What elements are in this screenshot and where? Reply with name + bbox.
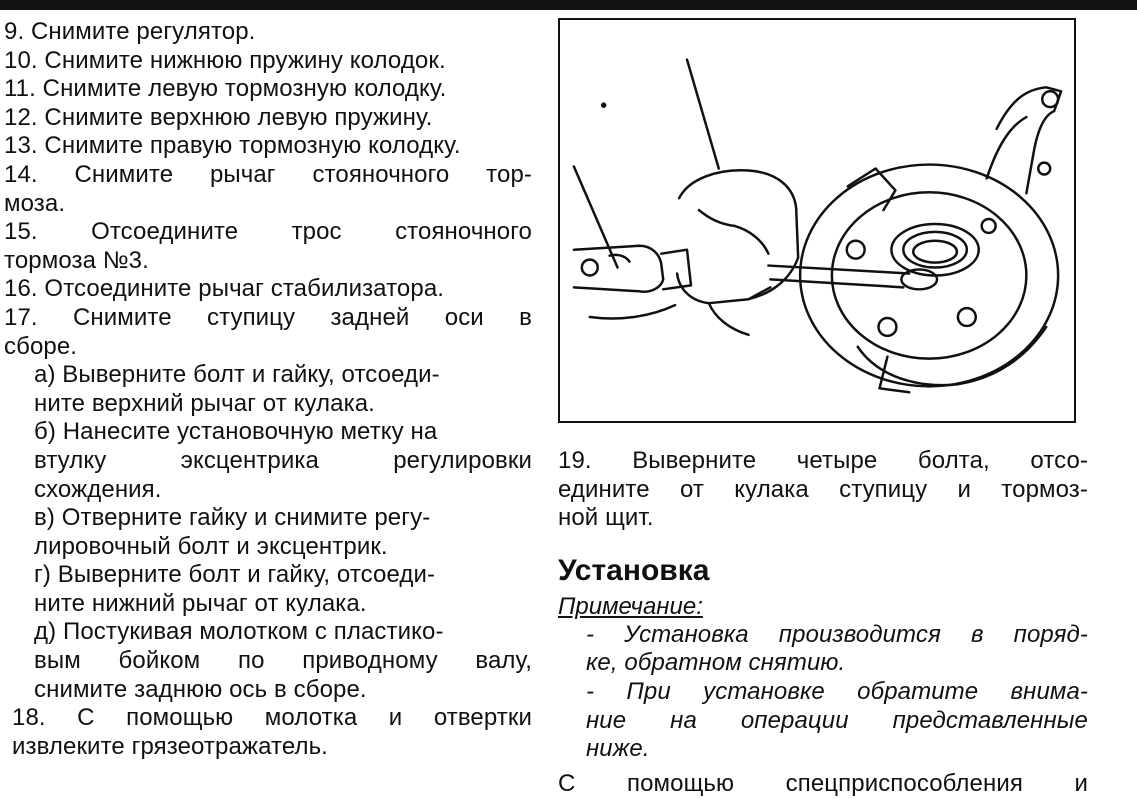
- note-line-1: - Установка производится в поряд-: [586, 620, 1088, 648]
- step-14-line-2: моза.: [4, 189, 66, 217]
- step-17d-line-2: ните нижний рычаг от кулака.: [34, 589, 367, 617]
- step-17-line-2: сборе.: [4, 332, 78, 360]
- step-17-line-1: 17. Снимите ступицу задней оси в: [4, 303, 532, 331]
- step-17e-line-3: снимите заднюю ось в сборе.: [34, 675, 367, 703]
- note-block: [586, 621, 1088, 764]
- note-line-3: - При установке обратите внима-: [586, 677, 1088, 705]
- step-15-line-1: 15. Отсоедините трос стояночного: [4, 218, 532, 246]
- step-12: 12. Снимите верхнюю левую пружину.: [4, 103, 433, 131]
- step-15-line-2: тормоза №3.: [4, 246, 149, 274]
- hub-removal-illustration-icon: [560, 20, 1074, 421]
- note-label: Примечание:: [558, 592, 703, 620]
- step-16: 16. Отсоедините рычаг стабилизатора.: [4, 275, 445, 303]
- step-17c-line-2: лировочный болт и эксцентрик.: [34, 532, 388, 560]
- step-17d-line-1: г) Выверните болт и гайку, отсоеди-: [34, 561, 436, 589]
- left-column: [4, 18, 532, 761]
- step-11: 11. Снимите левую тормозную колодку.: [4, 75, 447, 103]
- step-13: 13. Снимите правую тормозную колодку.: [4, 132, 461, 160]
- step-17b-line-2: втулку эксцентрика регулировки: [34, 446, 532, 474]
- step-14-line-1: 14. Снимите рычаг стояночного тор-: [4, 160, 532, 188]
- step-17a-line-2: ните верхний рычаг от кулака.: [34, 389, 375, 417]
- step-17c-line-1: в) Отверните гайку и снимите регу-: [34, 504, 431, 532]
- figure-frame: [558, 18, 1076, 423]
- step-17e-line-2: вым бойком по приводному валу,: [34, 647, 532, 675]
- step-18-line-1: 18. С помощью молотка и отвертки: [12, 704, 532, 732]
- note-line-5: ниже.: [586, 735, 650, 763]
- step-19-line-2: едините от кулака ступицу и тормоз-: [558, 475, 1088, 503]
- section-heading: Установка: [558, 553, 710, 587]
- note-line-4: ние на операции представленные: [586, 706, 1088, 734]
- step-18-line-2: извлеките грязеотражатель.: [12, 732, 328, 760]
- top-rule: [0, 0, 1137, 10]
- step-9: 9. Снимите регулятор.: [4, 18, 256, 45]
- step-17b-line-3: схождения.: [34, 475, 162, 503]
- step-19-line-3: ной щит.: [558, 504, 654, 532]
- step-17b-line-1: б) Нанесите установочную метку на: [34, 418, 438, 446]
- step-10: 10. Снимите нижнюю пружину колодок.: [4, 46, 446, 74]
- right-column: [558, 18, 1088, 798]
- step-17e-line-1: д) Постукивая молотком с пластико-: [34, 618, 444, 646]
- tail-line: С помощью спецприспособления и: [558, 769, 1088, 797]
- step-19-line-1: 19. Выверните четыре болта, отсо-: [558, 447, 1088, 474]
- note-line-2: ке, обратном снятию.: [586, 649, 846, 677]
- step-17a-line-1: а) Выверните болт и гайку, отсоеди-: [34, 361, 440, 389]
